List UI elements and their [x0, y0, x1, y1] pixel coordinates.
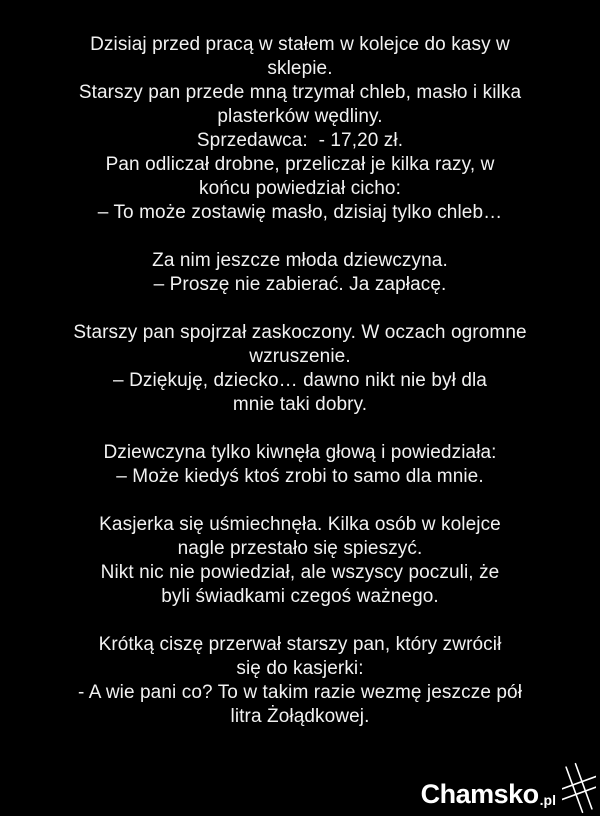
story-text — [0, 33, 600, 729]
brand-tld: .pl — [539, 792, 556, 808]
story-paragraph: Krótką ciszę przerwał starszy pan, który zwrócił się do kasjerki: - A wie pani co? To w takim razie wezmę jeszcze pół litra Żołądkowej. — [77, 634, 523, 727]
rotated-hash-icon — [562, 762, 596, 814]
chamsko-watermark — [421, 762, 596, 808]
story-paragraph: Dziewczyna tylko kiwnęła głową i powiedziała: – Może kiedyś ktoś zrobi to samo dla mnie. — [103, 442, 497, 487]
story-paragraph: Starszy pan spojrzał zaskoczony. W oczach ogromne wzruszenie. – Dziękuję, dziecko… dawno nikt nie był dla mnie taki dobry. — [73, 322, 527, 415]
brand-name: Chamsko — [420, 779, 539, 809]
story-paragraph: Kasjerka się uśmiechnęła. Kilka osób w kolejce nagle przestało się spieszyć. Nikt nic nie powiedział, ale wszyscy poczuli, że byli świadkami czegoś ważnego. — [99, 514, 501, 607]
story-paragraph: Za nim jeszcze młoda dziewczyna. – Proszę nie zabierać. Ja zapłacę. — [152, 250, 448, 295]
story-paragraph: Dzisiaj przed pracą w stałem w kolejce do kasy w sklepie. Starszy pan przede mną trzymał chleb, masło i kilka plasterków wędliny. Sprzedawca: - 17,20 zł. Pan odliczał drobne, przeliczał je kilka razy, w końcu powiedział cicho: – To może zostawię masło, dzisiaj tylko chleb… — [78, 34, 522, 223]
